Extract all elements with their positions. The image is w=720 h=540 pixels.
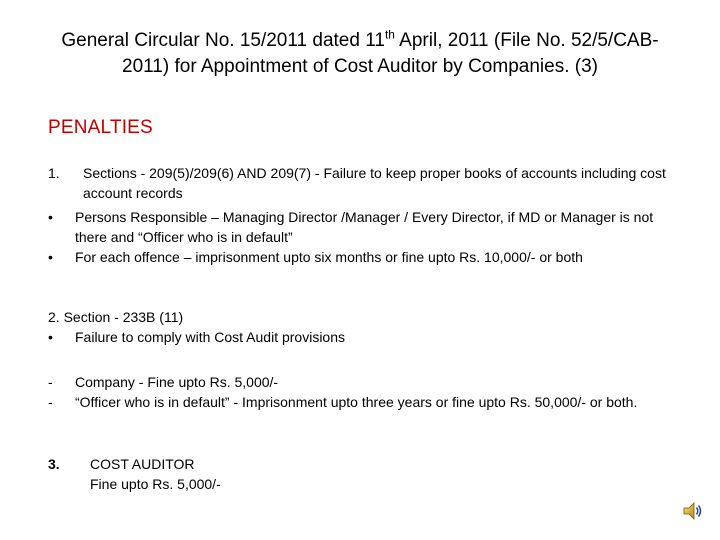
section1-text (83, 163, 668, 203)
dash-item-2-text: “Officer who is in default” - Imprisonment upto three years or fine upto Rs. 50,000/- or both. (75, 394, 638, 410)
section1-item (48, 163, 668, 203)
section1-bullet-1 (48, 207, 668, 247)
section2-bullet-text: Failure to comply with Cost Audit provisions (75, 329, 345, 345)
section3-item (48, 454, 668, 494)
dash-item-1-text: Company - Fine upto Rs. 5,000/- (75, 374, 279, 390)
section1-bullet-2-text: For each offence – imprisonment upto six months or fine upto Rs. 10,000/- or both (75, 249, 583, 265)
circular-title (40, 28, 680, 80)
section3-number: 3. (48, 456, 60, 472)
speaker-icon[interactable] (682, 500, 704, 522)
title-superscript: th (384, 27, 395, 42)
dash-marker: - (48, 374, 53, 390)
bullet-icon: • (48, 249, 53, 265)
title-prefix: General Circular No. 15/2011 dated 11 (61, 30, 385, 51)
section3-text (90, 454, 668, 494)
section2-heading: 2. Section - 233B (11) (48, 309, 184, 325)
bullet-icon: • (48, 329, 53, 345)
section2-bullet (48, 327, 668, 347)
penalties-heading: PENALTIES (48, 117, 153, 138)
title-suffix: April, 2011 (File No. 52/5/CAB-2011) for Appointment of Cost Auditor by Companies. (3) (122, 30, 659, 77)
dash-item-2 (48, 392, 668, 432)
dash-item-1 (48, 372, 668, 392)
section1-number: 1. (48, 165, 60, 181)
section1-bullet-1-text: Persons Responsible – Managing Director /Manager / Every Director, if MD or Manager is not there and “Officer who is in default” (75, 209, 654, 245)
dash-marker: - (48, 394, 53, 410)
section1-bullet-2 (48, 247, 668, 287)
bullet-icon: • (48, 209, 53, 225)
section1-text-content: Sections - 209(5)/209(6) AND 209(7) - Failure to keep proper books of accounts including cost account records (83, 165, 666, 201)
section3-line1: COST AUDITOR (90, 456, 195, 472)
section3-line2: Fine upto Rs. 5,000/- (90, 476, 221, 492)
